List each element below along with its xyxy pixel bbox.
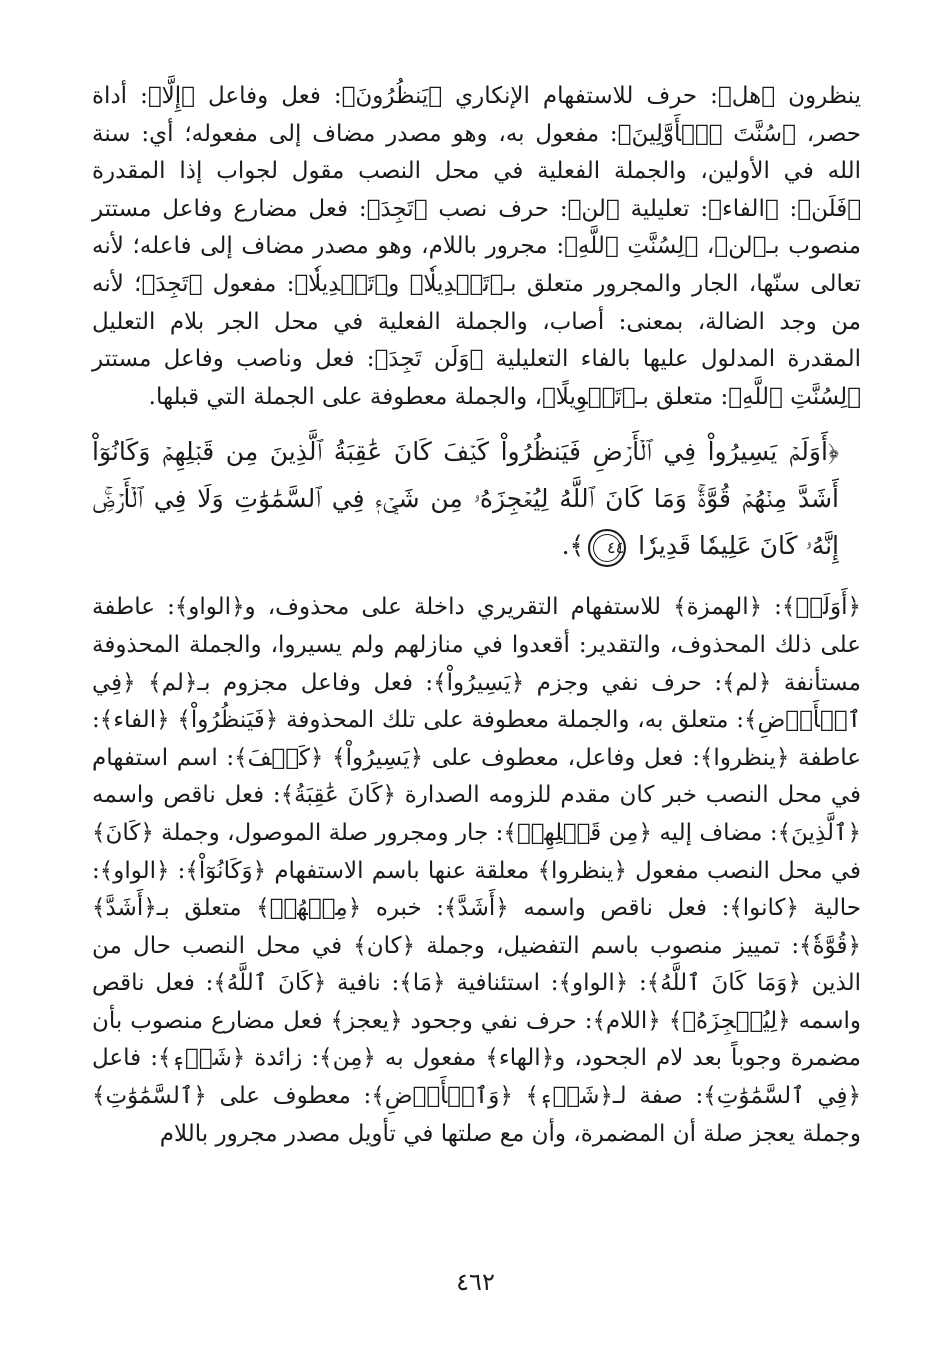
verse-closing-bracket: ﴾.	[561, 531, 585, 561]
paragraph-grammar-analysis-2: ﴿أَوَلَمۡ﴾: ﴿الهمزة﴾ للاستفهام التقريري داخلة على محذوف، و﴿الواو﴾: عاطفة على ذلك المحذوف، والتقدير: أقعدوا في منازلهم ولم يسيروا، والجملة المحذوفة مستأنفة ﴿لم﴾: حرف نفي وجزم ﴿يَسِيرُواْ﴾: فعل وفاعل مجزوم بـ﴿لم﴾ ﴿فِي ٱلۡأَرۡضِ﴾: متعلق به، والجملة معطوفة على تلك المحذوفة ﴿فَيَنظُرُواْ﴾ ﴿الفاء﴾: عاطفة ﴿ينظروا﴾: فعل وفاعل، معطوف على ﴿يَسِيرُواْ﴾ ﴿كَيۡفَ﴾: اسم استفهام في محل النصب خبر كان مقدم للزومه الصدارة ﴿كَانَ عَٰقِبَةُ﴾: فعل ناقص واسمه ﴿ٱلَّذِينَ﴾: مضاف إليه ﴿مِن قَبۡلِهِمۡ﴾: جار ومجرور صلة الموصول، وجملة ﴿كَانَ﴾ في محل النصب مفعول ﴿ينظروا﴾ معلقة عنها باسم الاستفهام ﴿وَكَانُوٓاْ﴾: ﴿الواو﴾: حالية ﴿كانوا﴾: فعل ناقص واسمه ﴿أَشَدَّ﴾: خبره ﴿مِنۡهُمۡ﴾ متعلق بـ﴿أَشَدَّ﴾ ﴿قُوَّةٗ﴾: تمييز منصوب باسم التفضيل، وجملة ﴿كان﴾ في محل النصب حال من الذين ﴿وَمَا كَانَ ٱللَّهُ﴾: ﴿الواو﴾: استئنافية ﴿مَا﴾: نافية ﴿كَانَ ٱللَّهُ﴾: فعل ناقص واسمه ﴿لِيُعۡجِزَهُۥ﴾ ﴿اللام﴾: حرف نفي وجحود ﴿يعجز﴾ فعل مضارع منصوب بأن مضمرة وجوباً بعد لام الجحود، و﴿الهاء﴾ مفعول به ﴿مِن﴾: زائدة ﴿شَيۡءٖ﴾: فاعل ﴿فِي ٱلسَّمَٰوَٰتِ﴾: صفة لـ﴿شَيۡءٖ﴾ ﴿وَٱلۡأَرۡضِ﴾: معطوف على ﴿ٱلسَّمَٰوَٰتِ﴾ وجملة يعجز صلة أن المضمرة، وأن مع صلتها في تأويل مصدر مجرور باللام	[92, 594, 861, 1147]
ayah-number-medallion: ٤٤	[588, 529, 626, 567]
page-number: ٤٦٢	[456, 1268, 495, 1296]
paragraph-grammar-analysis-1: ينظرون ﴿هل﴾: حرف للاستفهام الإنكاري ﴿يَنظُرُونَ﴾: فعل وفاعل ﴿إِلَّا﴾: أداة حصر، ﴿سُنَّتَ ٱلۡأَوَّلِينَ﴾: مفعول به، وهو مصدر مضاف إلى مفعوله؛ أي: سنة الله في الأولين، والجملة الفعلية في محل النصب مقول لجواب إذا المقدرة ﴿فَلَن﴾: ﴿الفاء﴾: تعليلية ﴿لن﴾: حرف نصب ﴿تَجِدَ﴾: فعل مضارع وفاعل مستتر منصوب بـ﴿لن﴾، ﴿لِسُنَّتِ ٱللَّهِ﴾: مجرور باللام، وهو مصدر مضاف إلى فاعله؛ لأنه تعالى سنّها، الجار والمجرور متعلق بـ﴿تَبۡدِيلٗا﴾ و﴿تَبۡدِيلٗا﴾: مفعول ﴿تَجِدَ﴾؛ لأنه من وجد الضالة، بمعنى: أصاب، والجملة الفعلية في محل الجر بلام التعليل المقدرة المدلول عليها بالفاء التعليلية ﴿وَلَن تَجِدَ﴾: فعل وناصب وفاعل مستتر ﴿لِسُنَّتِ ٱللَّهِ﴾: متعلق بـ﴿تَحۡوِيلًا﴾، والجملة معطوفة على الجملة التي قبلها.	[92, 83, 861, 410]
verse-text: ﴿أَوَلَمۡ يَسِيرُواْ فِي ٱلۡأَرۡضِ فَيَنظُرُواْ كَيۡفَ كَانَ عَٰقِبَةُ ٱلَّذِينَ مِن قَبۡلِهِمۡ وَكَانُوٓاْ أَشَدَّ مِنۡهُمۡ قُوَّةٗۚ وَمَا كَانَ ٱللَّهُ لِيُعۡجِزَهُۥ مِن شَيۡءٖ فِي ٱلسَّمَٰوَٰتِ وَلَا فِي ٱلۡأَرۡضِۚ إِنَّهُۥ كَانَ عَلِيمٗا قَدِيرٗا	[92, 437, 839, 561]
quran-verse	[92, 428, 861, 569]
